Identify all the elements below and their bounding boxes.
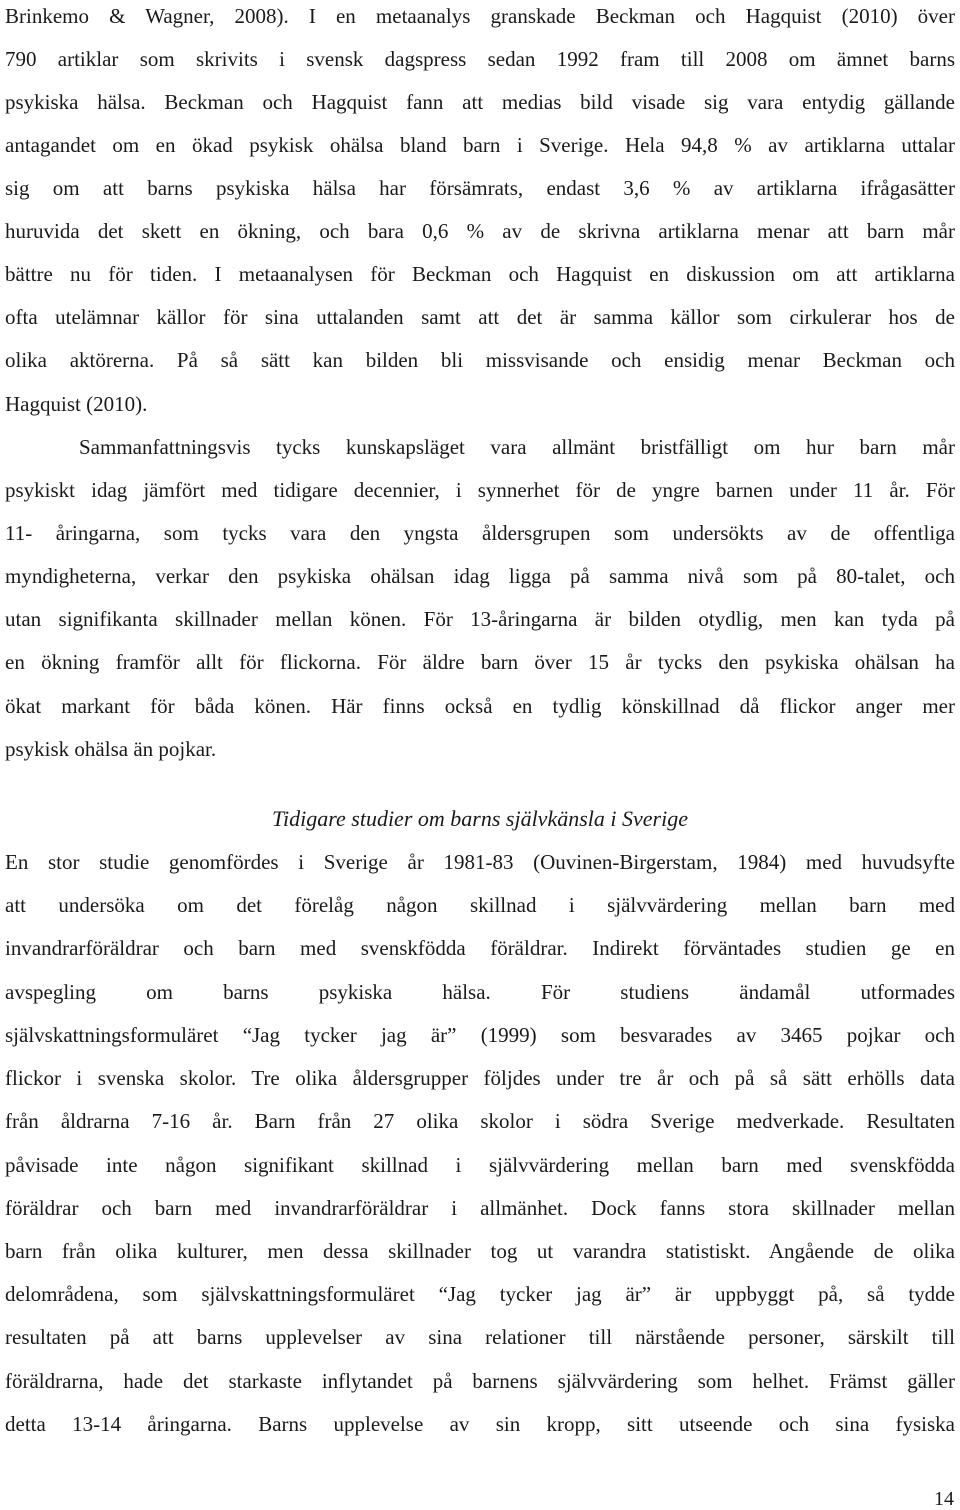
text-line: detta 13-14 åringarna. Barns upplevelse av sin kropp, sitt utseende och sina fysiska — [5, 1412, 955, 1436]
text-line: sig om att barns psykiska hälsa har försämrats, endast 3,6 % av artiklarna ifrågasätter — [5, 176, 955, 200]
text-line: psykiskt idag jämfört med tidigare decennier, i synnerhet för de yngre barnen under 11 år. För — [5, 478, 955, 502]
text-line: självskattningsformuläret “Jag tycker jag är” (1999) som besvarades av 3465 pojkar och — [5, 1023, 955, 1047]
text-line: Brinkemo & Wagner, 2008). I en metaanalys granskade Beckman och Hagquist (2010) över — [5, 4, 955, 28]
text-line: invandrarföräldrar och barn med svenskfödda föräldrar. Indirekt förväntades studien ge en — [5, 936, 955, 960]
text-line: en ökning framför allt för flickorna. För äldre barn över 15 år tycks den psykiska ohälsan ha — [5, 650, 955, 674]
text-line: resultaten på att barns upplevelser av sina relationer till närstående personer, särskilt till — [5, 1325, 955, 1349]
text-line: föräldrarna, hade det starkaste inflytandet på barnens självvärdering som helhet. Främst gäller — [5, 1369, 955, 1393]
text-line: olika aktörerna. På så sätt kan bilden bli missvisande och ensidig menar Beckman och — [5, 348, 955, 372]
page-number: 14 — [934, 1488, 954, 1510]
text-line: föräldrar och barn med invandrarföräldrar i allmänhet. Dock fanns stora skillnader mellan — [5, 1196, 955, 1220]
text-line: att undersöka om det förelåg någon skillnad i självvärdering mellan barn med — [5, 893, 955, 917]
text-line: 11- åringarna, som tycks vara den yngsta åldersgrupen som undersökts av de offentliga — [5, 521, 955, 545]
section-heading: Tidigare studier om barns självkänsla i Sverige — [272, 806, 688, 831]
text-line: påvisade inte någon signifikant skillnad i självvärdering mellan barn med svenskfödda — [5, 1153, 955, 1177]
text-line: från åldrarna 7-16 år. Barn från 27 olika skolor i södra Sverige medverkade. Resultaten — [5, 1109, 955, 1133]
text-line: antagandet om en ökad psykisk ohälsa bland barn i Sverige. Hela 94,8 % av artiklarna uttalar — [5, 133, 955, 157]
text-line: psykiska hälsa. Beckman och Hagquist fann att medias bild visade sig vara entydig gällande — [5, 90, 955, 114]
text-line: flickor i svenska skolor. Tre olika åldersgrupper följdes under tre år och på så sätt erhölls data — [5, 1066, 955, 1090]
text-line: avspegling om barns psykiska hälsa. För studiens ändamål utformades — [5, 980, 955, 1004]
text-line: psykisk ohälsa än pojkar. — [5, 737, 217, 761]
text-line: bättre nu för tiden. I metaanalysen för Beckman och Hagquist en diskussion om att artiklarna — [5, 262, 955, 286]
text-line: myndigheterna, verkar den psykiska ohälsan idag ligga på samma nivå som på 80-talet, och — [5, 564, 955, 588]
text-line: 790 artiklar som skrivits i svensk dagspress sedan 1992 fram till 2008 om ämnet barns — [5, 47, 955, 71]
text-line: En stor studie genomfördes i Sverige år 1981-83 (Ouvinen-Birgerstam, 1984) med huvudsyfte — [5, 850, 955, 874]
text-line: delområdena, som självskattningsformuläret “Jag tycker jag är” är uppbyggt på, så tydde — [5, 1282, 955, 1306]
text-line: Sammanfattningsvis tycks kunskapsläget vara allmänt bristfälligt om hur barn mår — [79, 435, 955, 459]
text-line: huruvida det skett en ökning, och bara 0,6 % av de skrivna artiklarna menar att barn mår — [5, 219, 955, 243]
text-line: utan signifikanta skillnader mellan könen. För 13-åringarna är bilden otydlig, men kan tyda på — [5, 607, 955, 631]
text-line: ökat markant för båda könen. Här finns också en tydlig könskillnad då flickor anger mer — [5, 694, 955, 718]
text-line: Hagquist (2010). — [5, 392, 148, 416]
text-line: barn från olika kulturer, men dessa skillnader tog ut varandra statistiskt. Angående de olika — [5, 1239, 955, 1263]
text-line: ofta utelämnar källor för sina uttalanden samt att det är samma källor som cirkulerar hos de — [5, 305, 955, 329]
